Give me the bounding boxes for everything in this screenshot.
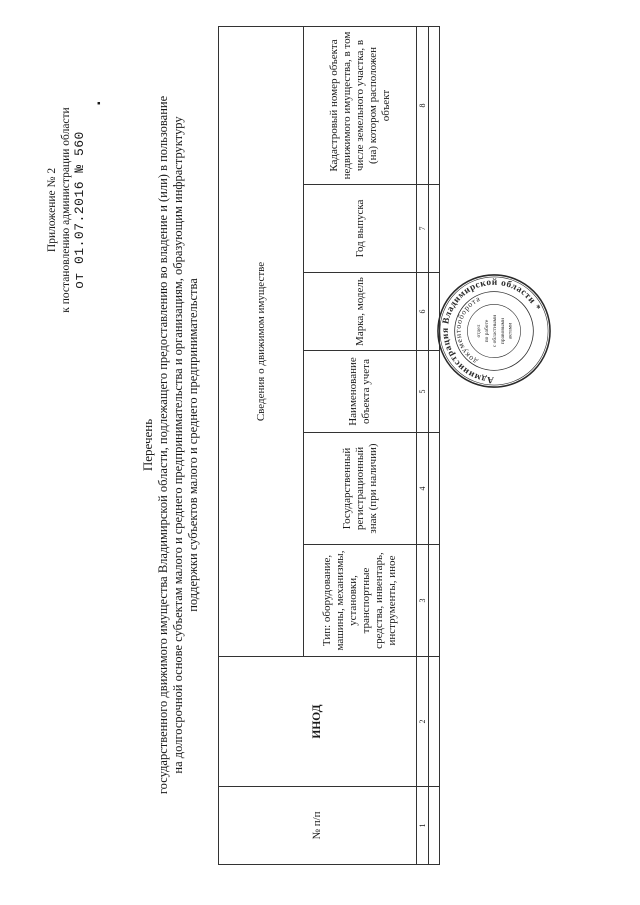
col-number: 4 [417,433,429,545]
heading-line-3: поддержки субъектов малого и среднего предпринимательства [186,278,200,612]
col-header-5: Наименование объекта учета [304,351,417,433]
seal-center-line: отдел [476,324,483,338]
col-header-3: Тип: оборудование, машины, механизмы, установки, транспортные средства, инвентарь, инструменты, иное [304,545,417,657]
seal-center-line: актами [507,322,514,340]
appendix-subtitle: к постановлению администрации области [60,107,72,313]
column-number-row [417,26,429,864]
seal-graphic [435,272,553,390]
col-number: 2 [417,657,429,787]
heading-line-1: государственного движимого имущества Владимирской области, подлежащего предоставлению во владение и (или) в пользование [156,95,170,795]
appendix-title: Приложение № 2 [46,167,58,253]
table-cell [429,26,440,184]
col-header-8: Кадастровый номер объекта недвижимого имущества, в том числе земельного участка, в (на) котором расположен объект [304,26,417,184]
col-header-7: Год выпуска [304,185,417,273]
document-heading [140,85,201,805]
table-cell [429,185,440,273]
seal-outer-text: Администрация Владимирской области * [440,277,543,385]
table-row [429,26,440,864]
heading-title: Перечень [140,418,155,472]
heading-line-2: на долгосрочной основе субъектам малого и среднего предпринимательства и организациям, образующим инфраструктуру [171,116,185,774]
col-header-6: Марка, модель [304,273,417,351]
seal-center-line: правовыми [499,317,506,345]
col-header-4: Государственный регистрационный знак (при наличии) [304,433,417,545]
col-number: 6 [417,273,429,351]
col-number: 5 [417,351,429,433]
group-header: Сведения о движимом имуществе [219,26,304,656]
col-number: 8 [417,26,429,184]
col-number: 7 [417,185,429,273]
table-cell [429,787,440,865]
table-cell [429,433,440,545]
seal-center-line: с областными [491,314,498,348]
appendix-date-line: от 01.07.2016 № 560 [72,131,87,289]
property-table [218,26,440,865]
col-header-2: ИНОД [219,657,417,787]
col-header-1: № п/п [219,787,417,865]
official-seal [435,272,553,390]
appendix-block [45,75,87,345]
seal-inner-text: документооборота [453,293,482,367]
table-cell [429,545,440,657]
seal-center-line: по работе [484,319,491,343]
stray-mark: ▪ [94,101,105,105]
col-number: 3 [417,545,429,657]
col-number: 1 [417,787,429,865]
table-cell [429,657,440,787]
table-group-row [219,26,304,864]
